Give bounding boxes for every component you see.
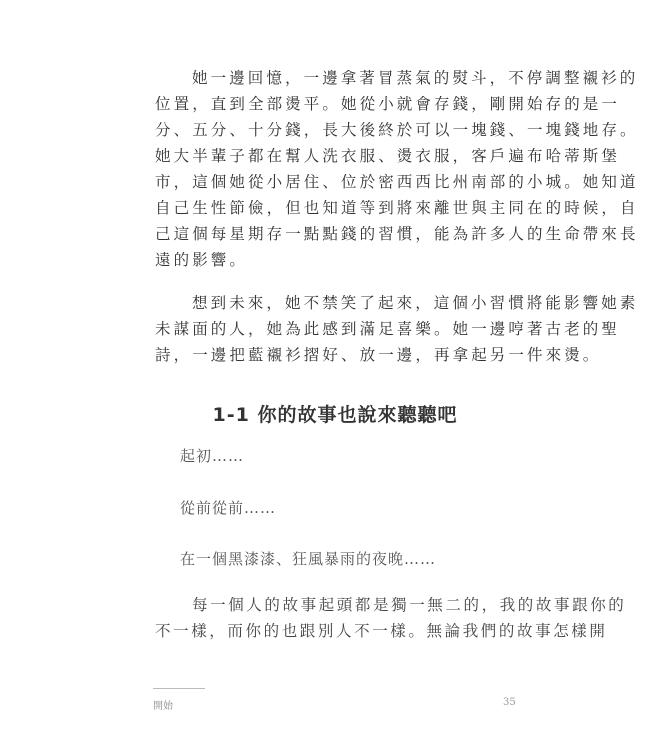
text-line: 她大半輩子都在幫人洗衣服、燙衣服，客戶遍布哈蒂斯堡 bbox=[155, 147, 621, 165]
text-line: 市，這個她從小居住、位於密西西比州南部的小城。她知道 bbox=[155, 173, 639, 191]
text-line: 詩，一邊把藍襯衫摺好、放一邊，再拿起另一件來燙。 bbox=[155, 346, 602, 364]
text-line: 自己生性節儉，但也知道等到將來離世與主同在的時候，自 bbox=[155, 199, 639, 217]
short-line-1: 起初…… bbox=[180, 447, 245, 465]
paragraph-2 bbox=[155, 290, 639, 368]
text-line: 每一個人的故事起頭都是獨一無二的，我的故事跟你的 bbox=[192, 596, 627, 614]
text-line: 她一邊回憶，一邊拿著冒蒸氣的熨斗，不停調整襯衫的 bbox=[192, 69, 639, 87]
short-line-3: 在一個黑漆漆、狂風暴雨的夜晚…… bbox=[180, 550, 437, 568]
paragraph-3 bbox=[155, 592, 627, 644]
page-number: 35 bbox=[503, 697, 516, 708]
text-line: 未謀面的人，她為此感到滿足喜樂。她一邊哼著古老的聖 bbox=[155, 320, 621, 338]
text-line: 遠的影響。 bbox=[155, 251, 249, 269]
paragraph-1 bbox=[155, 65, 639, 273]
text-line: 己這個每星期存一點點錢的習慣，能為許多人的生命帶來長 bbox=[155, 225, 639, 243]
short-line-2: 從前從前…… bbox=[180, 499, 277, 517]
text-line: 不一樣，而你的也跟別人不一樣。無論我們的故事怎樣開 bbox=[155, 622, 608, 640]
text-line: 想到未來，她不禁笑了起來，這個小習慣將能影響她素 bbox=[192, 294, 639, 312]
footer-chapter-title: 開始 bbox=[153, 701, 173, 712]
footer-divider bbox=[153, 688, 205, 689]
section-heading: 1-1 你的故事也說來聽聽吧 bbox=[212, 404, 458, 426]
text-line: 位置，直到全部燙平。她從小就會存錢，剛開始存的是一 bbox=[155, 95, 621, 113]
text-line: 分、五分、十分錢，長大後終於可以一塊錢、一塊錢地存。 bbox=[155, 121, 639, 139]
